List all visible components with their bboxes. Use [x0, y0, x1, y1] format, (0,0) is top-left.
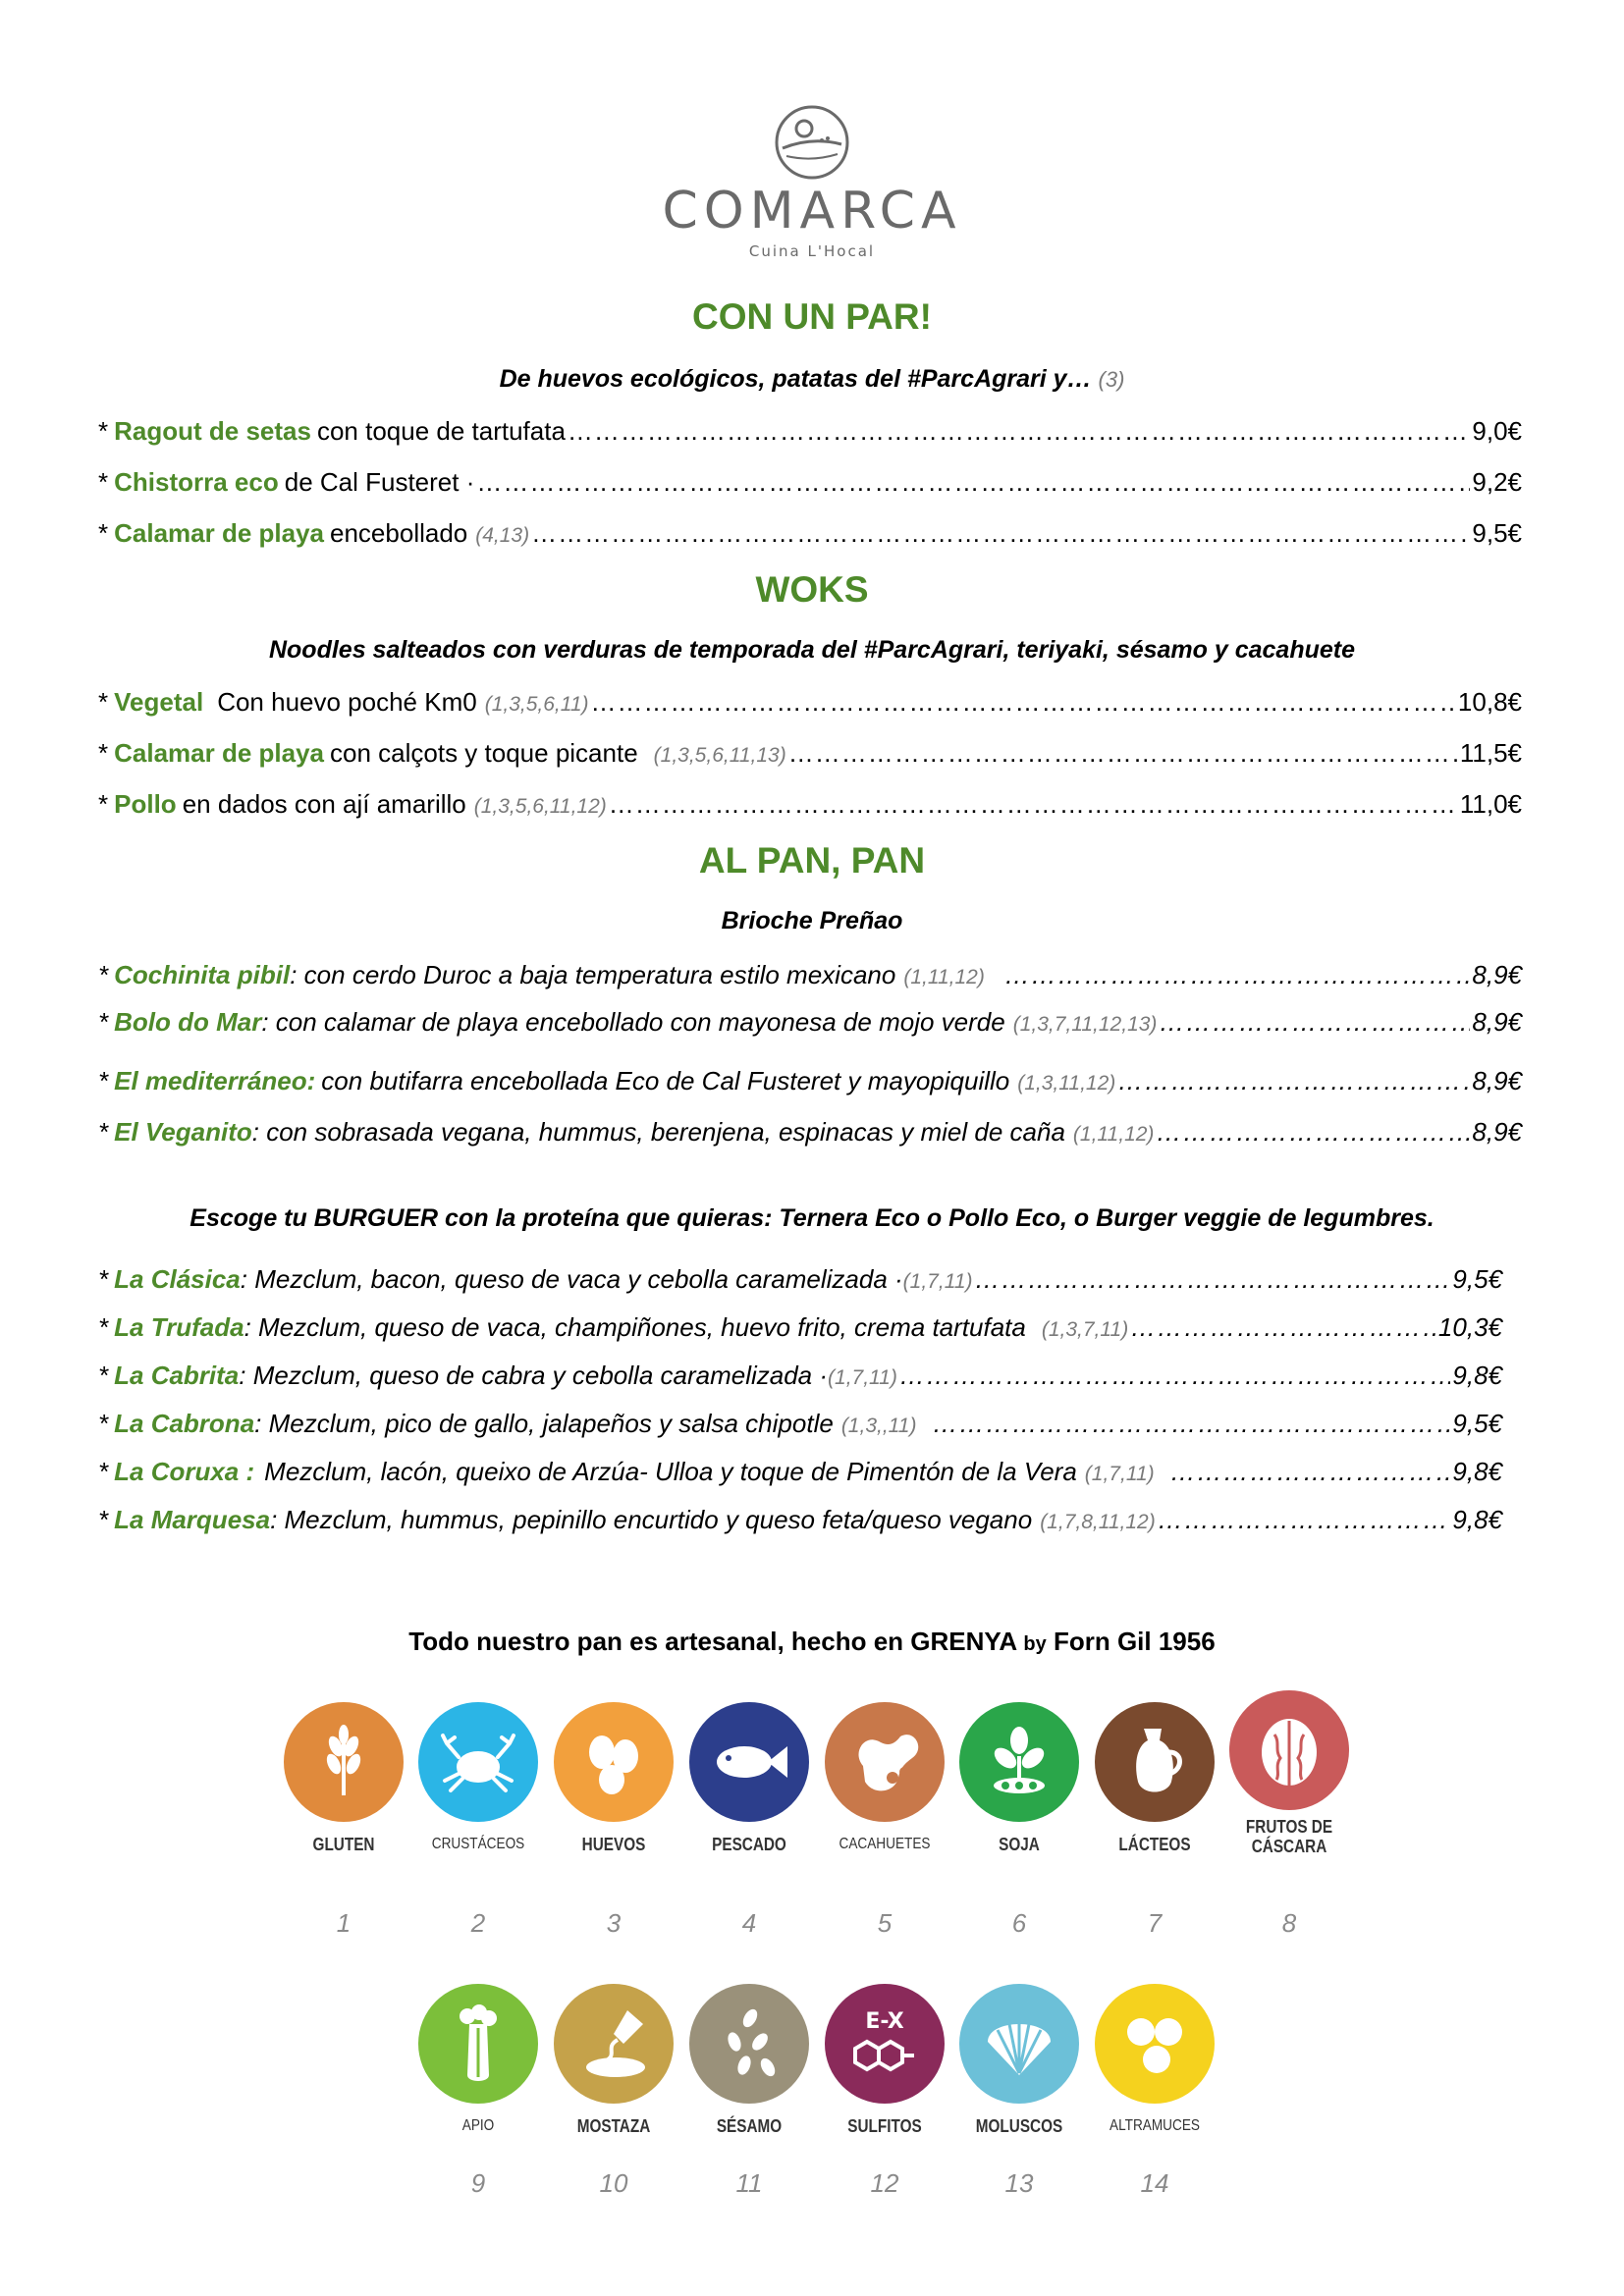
menu-item: * Bolo do Mar : con calamar de playa encebollado con mayonesa de mojo verde (1,3,7,11,12,13) …………………………………………………………………………………………………………………………………………………………………… 8,9€ — [98, 1007, 1522, 1042]
menu-item: * El Veganito : con sobrasada vegana, hummus, berenjena, espinacas y miel de caña (1,11,12) …………………………………………………………………………………………………………………………………………………………………… 8,9€ — [98, 1117, 1522, 1152]
menu-item: * La Cabrona : Mezclum, pico de gallo, jalapeños y salsa chipotle (1,3,,11) …………………………………………………………………………………………………………………………………………………………………… 9,5€ — [98, 1409, 1522, 1444]
bread-note-by: by — [1023, 1633, 1047, 1655]
item-price: 9,8€ — [1452, 1457, 1502, 1486]
allergen-moluscos — [946, 1984, 1093, 2198]
menu-item: * El mediterráneo: con butifarra encebollada Eco de Cal Fusteret y mayopiquillo (1,3,11,12) …………………………………………………………………………………………………………………………………………………………………… 8,9€ — [98, 1066, 1522, 1101]
allergen-label: PESCADO — [712, 1835, 786, 1854]
item-price: 8,9€ — [1472, 1007, 1522, 1037]
section-title-al-pan: AL PAN, PAN — [698, 840, 926, 881]
allergen-label: SULFITOS — [847, 2116, 922, 2136]
item-price: 8,9€ — [1472, 1117, 1522, 1147]
item-allergen-codes: (1,11,12) — [903, 966, 985, 988]
item-description: con toque de tartufata — [316, 416, 566, 446]
allergen-mostaza — [540, 1984, 687, 2198]
allergen-label: LÁCTEOS — [1118, 1835, 1191, 1854]
allergen-number: 9 — [470, 2168, 486, 2198]
allergen-circle — [825, 1984, 945, 2104]
item-allergen-codes: (1,7,11) — [828, 1366, 897, 1389]
item-description: : Mezclum, queso de vaca, champiñones, huevo frito, crema tartufata — [244, 1312, 1026, 1342]
allergen-circle — [1229, 1690, 1349, 1810]
subtitle-text: De huevos ecológicos, patatas del #ParcAgrari y… — [499, 365, 1092, 393]
allergen-label: ALTRAMUCES — [1110, 2117, 1200, 2134]
nut-icon — [1253, 1711, 1326, 1789]
item-description: : Mezclum, hummus, pepinillo encurtido y queso feta/queso vegano — [270, 1505, 1033, 1534]
item-name: Vegetal — [114, 687, 204, 717]
menu-item: * Calamar de playa encebollado (4,13) …………………………………………………………………………………………………………………………………………………………………… 9,5€ — [98, 518, 1522, 554]
sulphite-icon — [843, 2002, 926, 2085]
item-allergen-codes: (1,3,7,11) — [1041, 1318, 1129, 1341]
crab-icon — [437, 1728, 519, 1796]
item-name: Chistorra eco — [114, 467, 279, 497]
section-title-con-un-par: CON UN PAR! — [692, 296, 932, 337]
menu-item: * Vegetal Con huevo poché Km0 (1,3,5,6,11) …………………………………………………………………………………………………………………………………………………………………… 10,8€ — [98, 687, 1522, 722]
allergen-number: 10 — [599, 2168, 628, 2198]
item-price: 9,0€ — [1472, 416, 1522, 446]
allergen-label: MOLUSCOS — [975, 2116, 1063, 2136]
allergen-label: APIO — [461, 2117, 495, 2134]
allergen-number: 11 — [735, 2168, 763, 2198]
celery-icon — [444, 2002, 513, 2085]
eggs-icon — [574, 1723, 653, 1801]
allergen-soja — [946, 1702, 1093, 1938]
item-description: : Mezclum, pico de gallo, jalapeños y salsa chipotle — [254, 1409, 834, 1438]
soy-icon — [980, 1723, 1058, 1801]
section-subtitle-burguer: Escoge tu BURGUER con la proteína que quieras: Ternera Eco o Pollo Eco, o Burger veggie de legumbres. — [189, 1204, 1435, 1232]
allergen-number: 4 — [741, 1908, 757, 1938]
allergen-pescado — [676, 1702, 823, 1938]
item-description: en dados con ají amarillo — [182, 789, 466, 819]
allergen-label: GLUTEN — [312, 1835, 375, 1854]
item-allergen-codes: (1,7,8,11,12) — [1040, 1511, 1156, 1533]
bread-note-text: Todo nuestro pan es artesanal, hecho en GRENYA — [408, 1627, 1017, 1656]
item-name: El mediterráneo: — [114, 1066, 316, 1095]
allergen-circle — [689, 1702, 809, 1822]
logo-emblem-icon — [773, 103, 851, 182]
item-name: La Marquesa — [114, 1505, 271, 1534]
peanut-icon — [843, 1723, 926, 1801]
allergen-circle — [418, 1702, 538, 1822]
allergen-circle — [284, 1702, 404, 1822]
menu-item: * Calamar de playa con calçots y toque picante (1,3,5,6,11,13) …………………………………………………………………………………………………………………………………………………………………… 11,5€ — [98, 738, 1522, 774]
item-price: 9,5€ — [1472, 518, 1522, 548]
item-allergen-codes: (1,3,5,6,11,12) — [473, 795, 607, 818]
item-name: La Trufada — [114, 1312, 244, 1342]
menu-item: * La Coruxa : Mezclum, lacón, queixo de Arzúa- Ulloa y toque de Pimentón de la Vera (1,7,11) …………………………………………………………………………………………………………………………………………………………………… 9,8€ — [98, 1457, 1522, 1492]
menu-item: * La Marquesa : Mezclum, hummus, pepinillo encurtido y queso feta/queso vegano (1,7,8,11,12) …………………………………………………………………………………………………………………………………………………………………… 9,8€ — [98, 1505, 1522, 1540]
item-name: Pollo — [114, 789, 177, 819]
allergen-apio — [405, 1984, 552, 2198]
allergen-label: CACAHUETES — [839, 1836, 931, 1852]
allergen-label: MOSTAZA — [576, 2116, 651, 2136]
item-price: 8,9€ — [1472, 960, 1522, 989]
item-name: La Coruxa : — [114, 1457, 255, 1486]
allergen-cacahuetes — [811, 1702, 958, 1938]
allergen-number: 5 — [877, 1908, 893, 1938]
item-description: : Mezclum, bacon, queso de vaca y cebolla caramelizada · — [240, 1264, 903, 1294]
item-name: Cochinita pibil — [114, 960, 291, 989]
allergen-circle — [959, 1984, 1079, 2104]
menu-item: * La Clásica : Mezclum, bacon, queso de vaca y cebolla caramelizada · (1,7,11) …………………………………………………………………………………………………………………………………………………………………… 9,5€ — [98, 1264, 1522, 1300]
allergen-circle — [689, 1984, 809, 2104]
allergen-sesamo — [676, 1984, 823, 2198]
item-price: 9,8€ — [1452, 1361, 1502, 1390]
allergen-number: 7 — [1147, 1908, 1163, 1938]
item-description: Con huevo poché Km0 — [217, 687, 477, 717]
item-price: 10,8€ — [1457, 687, 1522, 717]
item-price: 9,2€ — [1472, 467, 1522, 497]
item-price: 8,9€ — [1472, 1066, 1522, 1095]
item-price: 10,3€ — [1437, 1312, 1502, 1342]
logo-subtitle: Cuina L'Hocal — [748, 242, 876, 260]
section-title-woks: WOKS — [755, 569, 869, 610]
allergen-huevos — [540, 1702, 687, 1938]
item-description: : con cerdo Duroc a baja temperatura estilo mexicano — [290, 960, 896, 989]
allergen-label: FRUTOS DE CÁSCARA — [1245, 1817, 1333, 1856]
allergen-gluten — [270, 1702, 417, 1938]
item-name: La Clásica — [114, 1264, 241, 1294]
allergen-number: 14 — [1140, 2168, 1169, 2198]
mustard-icon — [574, 2004, 653, 2083]
fish-icon — [707, 1733, 791, 1791]
menu-item: * Chistorra eco de Cal Fusteret · …………………………………………………………………………………………………………………………………………………………………… 9,2€ — [98, 467, 1522, 503]
item-allergen-codes: (4,13) — [475, 524, 530, 547]
allergen-number: 3 — [606, 1908, 622, 1938]
bread-note — [0, 1627, 1624, 1657]
item-name: Calamar de playa — [114, 738, 325, 768]
wheat-icon — [304, 1723, 383, 1801]
item-allergen-codes: (1,11,12) — [1072, 1123, 1155, 1146]
item-description: : con sobrasada vegana, hummus, berenjena, espinacas y miel de caña — [251, 1117, 1065, 1147]
allergen-sulfitos — [811, 1984, 958, 2198]
allergen-crustaceos — [405, 1702, 552, 1938]
allergen-number: 1 — [336, 1908, 352, 1938]
item-description: : Mezclum, queso de cabra y cebolla caramelizada · — [239, 1361, 829, 1390]
menu-item: * La Trufada : Mezclum, queso de vaca, champiñones, huevo frito, crema tartufata (1,3,7,11) …………………………………………………………………………………………………………………………………………………………………… 10,3€ — [98, 1312, 1522, 1348]
item-allergen-codes: (1,3,11,12) — [1017, 1072, 1116, 1095]
item-price: 9,5€ — [1452, 1264, 1502, 1294]
item-allergen-codes: (1,3,,11) — [840, 1415, 917, 1437]
allergen-number: 13 — [1004, 2168, 1034, 2198]
menu-item: * Cochinita pibil : con cerdo Duroc a baja temperatura estilo mexicano (1,11,12) …………………………………………………………………………………………………………………………………………………………………… 8,9€ — [98, 960, 1522, 995]
item-description: encebollado — [330, 518, 468, 548]
allergen-label: CRUSTÁCEOS — [431, 1836, 525, 1852]
bread-note-bakery: Forn Gil 1956 — [1053, 1627, 1216, 1656]
menu-item: * Pollo en dados con ají amarillo (1,3,5,6,11,12) …………………………………………………………………………………………………………………………………………………………………… 11,0€ — [98, 789, 1522, 825]
item-allergen-codes: (1,3,7,11,12,13) — [1012, 1013, 1158, 1036]
subtitle-allergen-codes: (3) — [1098, 367, 1125, 392]
item-allergen-codes: (1,3,5,6,11) — [484, 693, 589, 716]
svg-text:E-X: E-X — [865, 2009, 904, 2034]
item-description: : con calamar de playa encebollado con mayonesa de mojo verde — [261, 1007, 1005, 1037]
allergen-circle — [554, 1984, 674, 2104]
restaurant-logo — [0, 103, 1624, 260]
allergen-circle — [1095, 1984, 1215, 2104]
item-name: Ragout de setas — [114, 416, 311, 446]
menu-item: * Ragout de setas con toque de tartufata …………………………………………………………………………………………………………………………………………………………………… 9,0€ — [98, 416, 1522, 452]
item-name: La Cabrita — [114, 1361, 240, 1390]
logo-name: COMARCA — [662, 182, 962, 240]
item-name: Bolo do Mar — [114, 1007, 262, 1037]
section-subtitle-con-un-par — [0, 365, 1624, 394]
section-subtitle-al-pan: Brioche Preñao — [721, 907, 903, 934]
allergen-number: 2 — [470, 1908, 486, 1938]
allergen-label: HUEVOS — [581, 1835, 646, 1854]
allergen-circle — [1095, 1702, 1215, 1822]
item-description: Mezclum, lacón, queixo de Arzúa- Ulloa y toque de Pimentón de la Vera — [264, 1457, 1077, 1486]
item-price: 11,0€ — [1459, 789, 1522, 819]
allergen-frutos-de-cascara — [1216, 1690, 1363, 1938]
jug-icon — [1120, 1723, 1189, 1801]
allergen-circle — [554, 1702, 674, 1822]
item-description: con butifarra encebollada Eco de Cal Fusteret y mayopiquillo — [321, 1066, 1010, 1095]
allergen-label: SOJA — [999, 1835, 1040, 1854]
menu-item: * La Cabrita : Mezclum, queso de cabra y cebolla caramelizada · (1,7,11) …………………………………………………………………………………………………………………………………………………………………… 9,8€ — [98, 1361, 1522, 1396]
shell-icon — [978, 2006, 1060, 2081]
allergen-number: 8 — [1281, 1908, 1297, 1938]
allergen-altramuces — [1081, 1984, 1228, 2198]
item-description: con calçots y toque picante — [330, 738, 638, 768]
allergen-circle — [418, 1984, 538, 2104]
allergen-label: SÉSAMO — [716, 2116, 783, 2136]
item-price: 9,8€ — [1452, 1505, 1502, 1534]
allergen-lacteos — [1081, 1702, 1228, 1938]
item-allergen-codes: (1,7,11) — [1084, 1463, 1155, 1485]
allergen-number: 6 — [1011, 1908, 1027, 1938]
item-price: 11,5€ — [1459, 738, 1522, 768]
allergen-number: 12 — [870, 2168, 899, 2198]
sesame-icon — [715, 2004, 784, 2083]
section-subtitle-woks: Noodles salteados con verduras de temporada del #ParcAgrari, teriyaki, sésamo y cacahuete — [268, 636, 1356, 664]
allergen-circle — [959, 1702, 1079, 1822]
item-price: 9,5€ — [1452, 1409, 1502, 1438]
item-description: de Cal Fusteret · — [284, 467, 475, 497]
allergen-circle — [825, 1702, 945, 1822]
lupin-icon — [1115, 2004, 1194, 2083]
item-name: Calamar de playa — [114, 518, 325, 548]
item-allergen-codes: (1,7,11) — [902, 1270, 973, 1293]
item-name: El Veganito — [114, 1117, 252, 1147]
item-name: La Cabrona — [114, 1409, 255, 1438]
item-allergen-codes: (1,3,5,6,11,13) — [653, 744, 786, 767]
